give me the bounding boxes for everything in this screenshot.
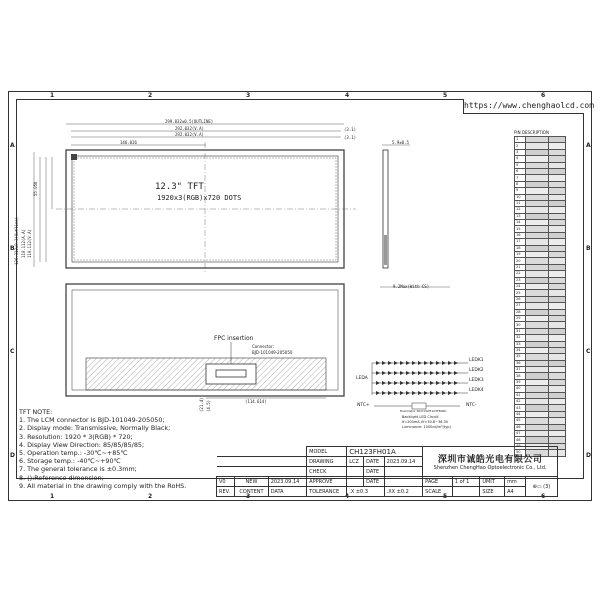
pin-number: 34 <box>515 347 526 353</box>
pin-number: 15 <box>515 226 526 232</box>
date-label-3: DATE <box>364 477 385 487</box>
rev-date: 2023.09.14 <box>268 477 306 487</box>
circuit-luminance: Luminance: 1000cd/m²(typ) <box>402 425 451 429</box>
note-item: 5. Operation temp.: -30℃~+85℃ <box>19 449 128 458</box>
pin-number: 26 <box>515 296 526 302</box>
led-circuit-diagram <box>360 355 500 415</box>
pin-number: 48 <box>515 437 526 443</box>
approve-label: APPROVE <box>307 477 347 487</box>
note-item: 8. ():Reference dimension; <box>19 473 104 482</box>
drawing-value: LCZ <box>347 457 364 467</box>
pin-number: 33 <box>515 341 526 347</box>
row-letter: A <box>586 142 591 149</box>
projection-label: (3) <box>543 483 551 490</box>
pin-number: 36 <box>515 360 526 366</box>
pin-number: 5 <box>515 162 526 168</box>
column-number: 3 <box>246 493 251 500</box>
date-label: DATE <box>364 457 385 467</box>
dim-right-2: (3.1) <box>344 135 357 140</box>
pin-number: 27 <box>515 303 526 309</box>
pin-number: 29 <box>515 315 526 321</box>
dim-left-outline: 120.312±0.3(Outline) <box>14 216 19 265</box>
notes-title: TFT NOTE: <box>19 408 53 416</box>
dim-outline: 299.832±0.5(OUTLINE) <box>165 119 214 124</box>
pin-number: 12 <box>515 207 526 213</box>
pin-number: 2 <box>515 143 526 149</box>
page-label: PAGE <box>423 477 453 487</box>
dim-va: 292.032(V.A) <box>175 126 204 131</box>
projection-icon: ⊕▭ <box>532 483 542 490</box>
dim-left-aa: 110.112(A.A) <box>21 229 26 258</box>
tolerance-x: .X ±0.3 <box>347 487 384 497</box>
note-item: 1. The LCM connector is BJD-101049-205050; <box>19 416 165 425</box>
content-label: CONTENT <box>235 487 268 497</box>
tft-notes <box>19 408 186 490</box>
leda-label: LEDA <box>356 376 368 381</box>
note-item: 9. All material in the drawing comply with the RoHS. <box>19 481 187 490</box>
size-value: A4 <box>505 487 526 497</box>
pin-number: 46 <box>515 424 526 430</box>
pin-number: 42 <box>515 399 526 405</box>
circuit-current: If=200mA,Vf=30.8~36.3V <box>402 420 449 424</box>
pin-number: 44 <box>515 411 526 417</box>
note-item: 3. Resolution: 1920 * 3(RGB) * 720; <box>19 432 133 441</box>
column-number: 5 <box>443 493 448 500</box>
page-value: 1 of 1 <box>452 477 479 487</box>
pin-number: 1 <box>515 137 526 143</box>
pin-number: 20 <box>515 258 526 264</box>
dim-left-half: 55.056 <box>33 181 38 196</box>
row-letter: B <box>10 245 15 252</box>
pin-number: 7 <box>515 175 526 181</box>
front-title: 12.3" TFT <box>155 182 204 192</box>
side-dim-bottom: 9.2Max(With CS) <box>393 284 430 289</box>
company-name-cn: 深圳市诚皓光电有限公司 <box>437 455 543 465</box>
row-letter: D <box>586 452 591 459</box>
pin-number: 19 <box>515 252 526 258</box>
column-number: 6 <box>541 493 546 500</box>
pin-number: 40 <box>515 386 526 392</box>
pin-number: 49 <box>515 443 526 449</box>
led-k3-label: LEDK3 <box>469 378 484 383</box>
note-item: 6. Storage temp.: -40℃~+90℃ <box>19 457 121 466</box>
note-item: 2. Display mode: Transmissive, Normally Black; <box>19 424 171 433</box>
pin-number: 32 <box>515 335 526 341</box>
tolerance-label: TOLERANCE <box>307 487 347 497</box>
dim-left-va: 110.112(V.A) <box>27 229 32 258</box>
tolerance-xx: .XX ±0.2 <box>384 487 422 497</box>
date-label-2: DATE <box>364 467 385 477</box>
dim-half: 146.016 <box>120 140 137 145</box>
pin-number: 18 <box>515 245 526 251</box>
ntc-minus-label: NTC- <box>466 403 477 408</box>
led-k1-label: LEDK1 <box>469 358 484 363</box>
pin-number: 31 <box>515 328 526 334</box>
column-number: 2 <box>148 493 153 500</box>
pin-number: 6 <box>515 168 526 174</box>
pin-description-title: PIN DESCRIPTION <box>514 130 549 135</box>
back-view-drawing <box>16 280 356 410</box>
data-label: DATA <box>268 487 306 497</box>
note-item: 4. Display View Direction: 85/85/85/85; <box>19 440 145 449</box>
pin-number: 16 <box>515 232 526 238</box>
model-label: MODEL <box>307 447 347 457</box>
side-dim-top: 5.9±0.5 <box>392 140 409 145</box>
scale-label: SCALE <box>423 487 453 497</box>
circuit-caption: Backlight LED Circuit <box>402 415 439 419</box>
pin-number: 35 <box>515 354 526 360</box>
rev-label: REV. <box>217 487 235 497</box>
pin-number: 38 <box>515 373 526 379</box>
date-value: 2023.09.14 <box>384 457 422 467</box>
back-dim-bottom: (114.614) <box>245 399 267 404</box>
pin-number: 41 <box>515 392 526 398</box>
pin-number: 3 <box>515 149 526 155</box>
column-number: 4 <box>345 92 350 99</box>
pin-number: 43 <box>515 405 526 411</box>
led-k2-label: LEDK2 <box>469 368 484 373</box>
pin-number: 14 <box>515 220 526 226</box>
led-k4-label: LEDK4 <box>469 388 484 393</box>
side-view-drawing <box>370 135 470 295</box>
row-letter: C <box>10 348 15 355</box>
column-number: 4 <box>345 493 350 500</box>
pin-number: 37 <box>515 367 526 373</box>
rev-new: NEW <box>235 477 268 487</box>
pin-number: 17 <box>515 239 526 245</box>
size-label: SIZE <box>480 487 505 497</box>
pin-number: 30 <box>515 322 526 328</box>
back-dim-left-2: (4.5) <box>206 399 211 412</box>
title-block <box>216 446 558 497</box>
check-label: CHECK <box>307 467 347 477</box>
pin-number: 23 <box>515 277 526 283</box>
back-dim-left-1: (21.4) <box>199 397 204 412</box>
drawing-label: DRAWING <box>307 457 347 467</box>
pin-table <box>514 136 566 457</box>
column-number: 2 <box>148 92 153 99</box>
column-number: 1 <box>50 92 55 99</box>
pin-number: 50 <box>515 450 526 456</box>
thermistor-label: thermistor NCU15XH103F6SRC <box>400 409 447 413</box>
fpc-insertion-label: FPC insertion <box>214 335 254 342</box>
row-letter: B <box>586 245 591 252</box>
pin-number: 21 <box>515 264 526 270</box>
company-name-en: Shenzhen ChengHao Optoelectronic Co., Ltd. <box>433 465 547 471</box>
column-number: 3 <box>246 92 251 99</box>
model-value: CH123FH01A <box>347 447 423 457</box>
dim-right-1: (3.1) <box>344 127 357 132</box>
website-url[interactable]: https://www.chenghaolcd.com <box>463 99 584 114</box>
row-letter: C <box>586 348 591 355</box>
pin-number: 4 <box>515 156 526 162</box>
pin-number: 13 <box>515 213 526 219</box>
pin-number: 11 <box>515 200 526 206</box>
pin-number: 9 <box>515 188 526 194</box>
unit-label: UMIT <box>480 477 505 487</box>
note-item: 7. The general tolerance is ±0.3mm; <box>19 465 137 474</box>
pin-number: 39 <box>515 379 526 385</box>
unit-value: mm <box>505 477 526 487</box>
pin-number: 8 <box>515 181 526 187</box>
connector-label: Connector: <box>252 344 274 349</box>
pin-number: 24 <box>515 283 526 289</box>
dim-aa: 292.032(V.A) <box>175 132 204 137</box>
column-number: 5 <box>443 92 448 99</box>
connector-part: BJD-101049-205050 <box>252 350 293 355</box>
row-letter: A <box>10 142 15 149</box>
front-resolution: 1920x3(RGB)x720 DOTS <box>157 194 242 202</box>
pin-number: 10 <box>515 194 526 200</box>
pin-number: 45 <box>515 418 526 424</box>
rev-v0: V0 <box>217 477 235 487</box>
pin-number: 28 <box>515 309 526 315</box>
ntc-plus-label: NTC+ <box>357 403 370 408</box>
pin-number: 22 <box>515 271 526 277</box>
pin-number: 25 <box>515 290 526 296</box>
row-letter: D <box>10 452 15 459</box>
column-number: 1 <box>50 493 55 500</box>
pin-number: 47 <box>515 430 526 436</box>
column-number: 6 <box>541 92 546 99</box>
